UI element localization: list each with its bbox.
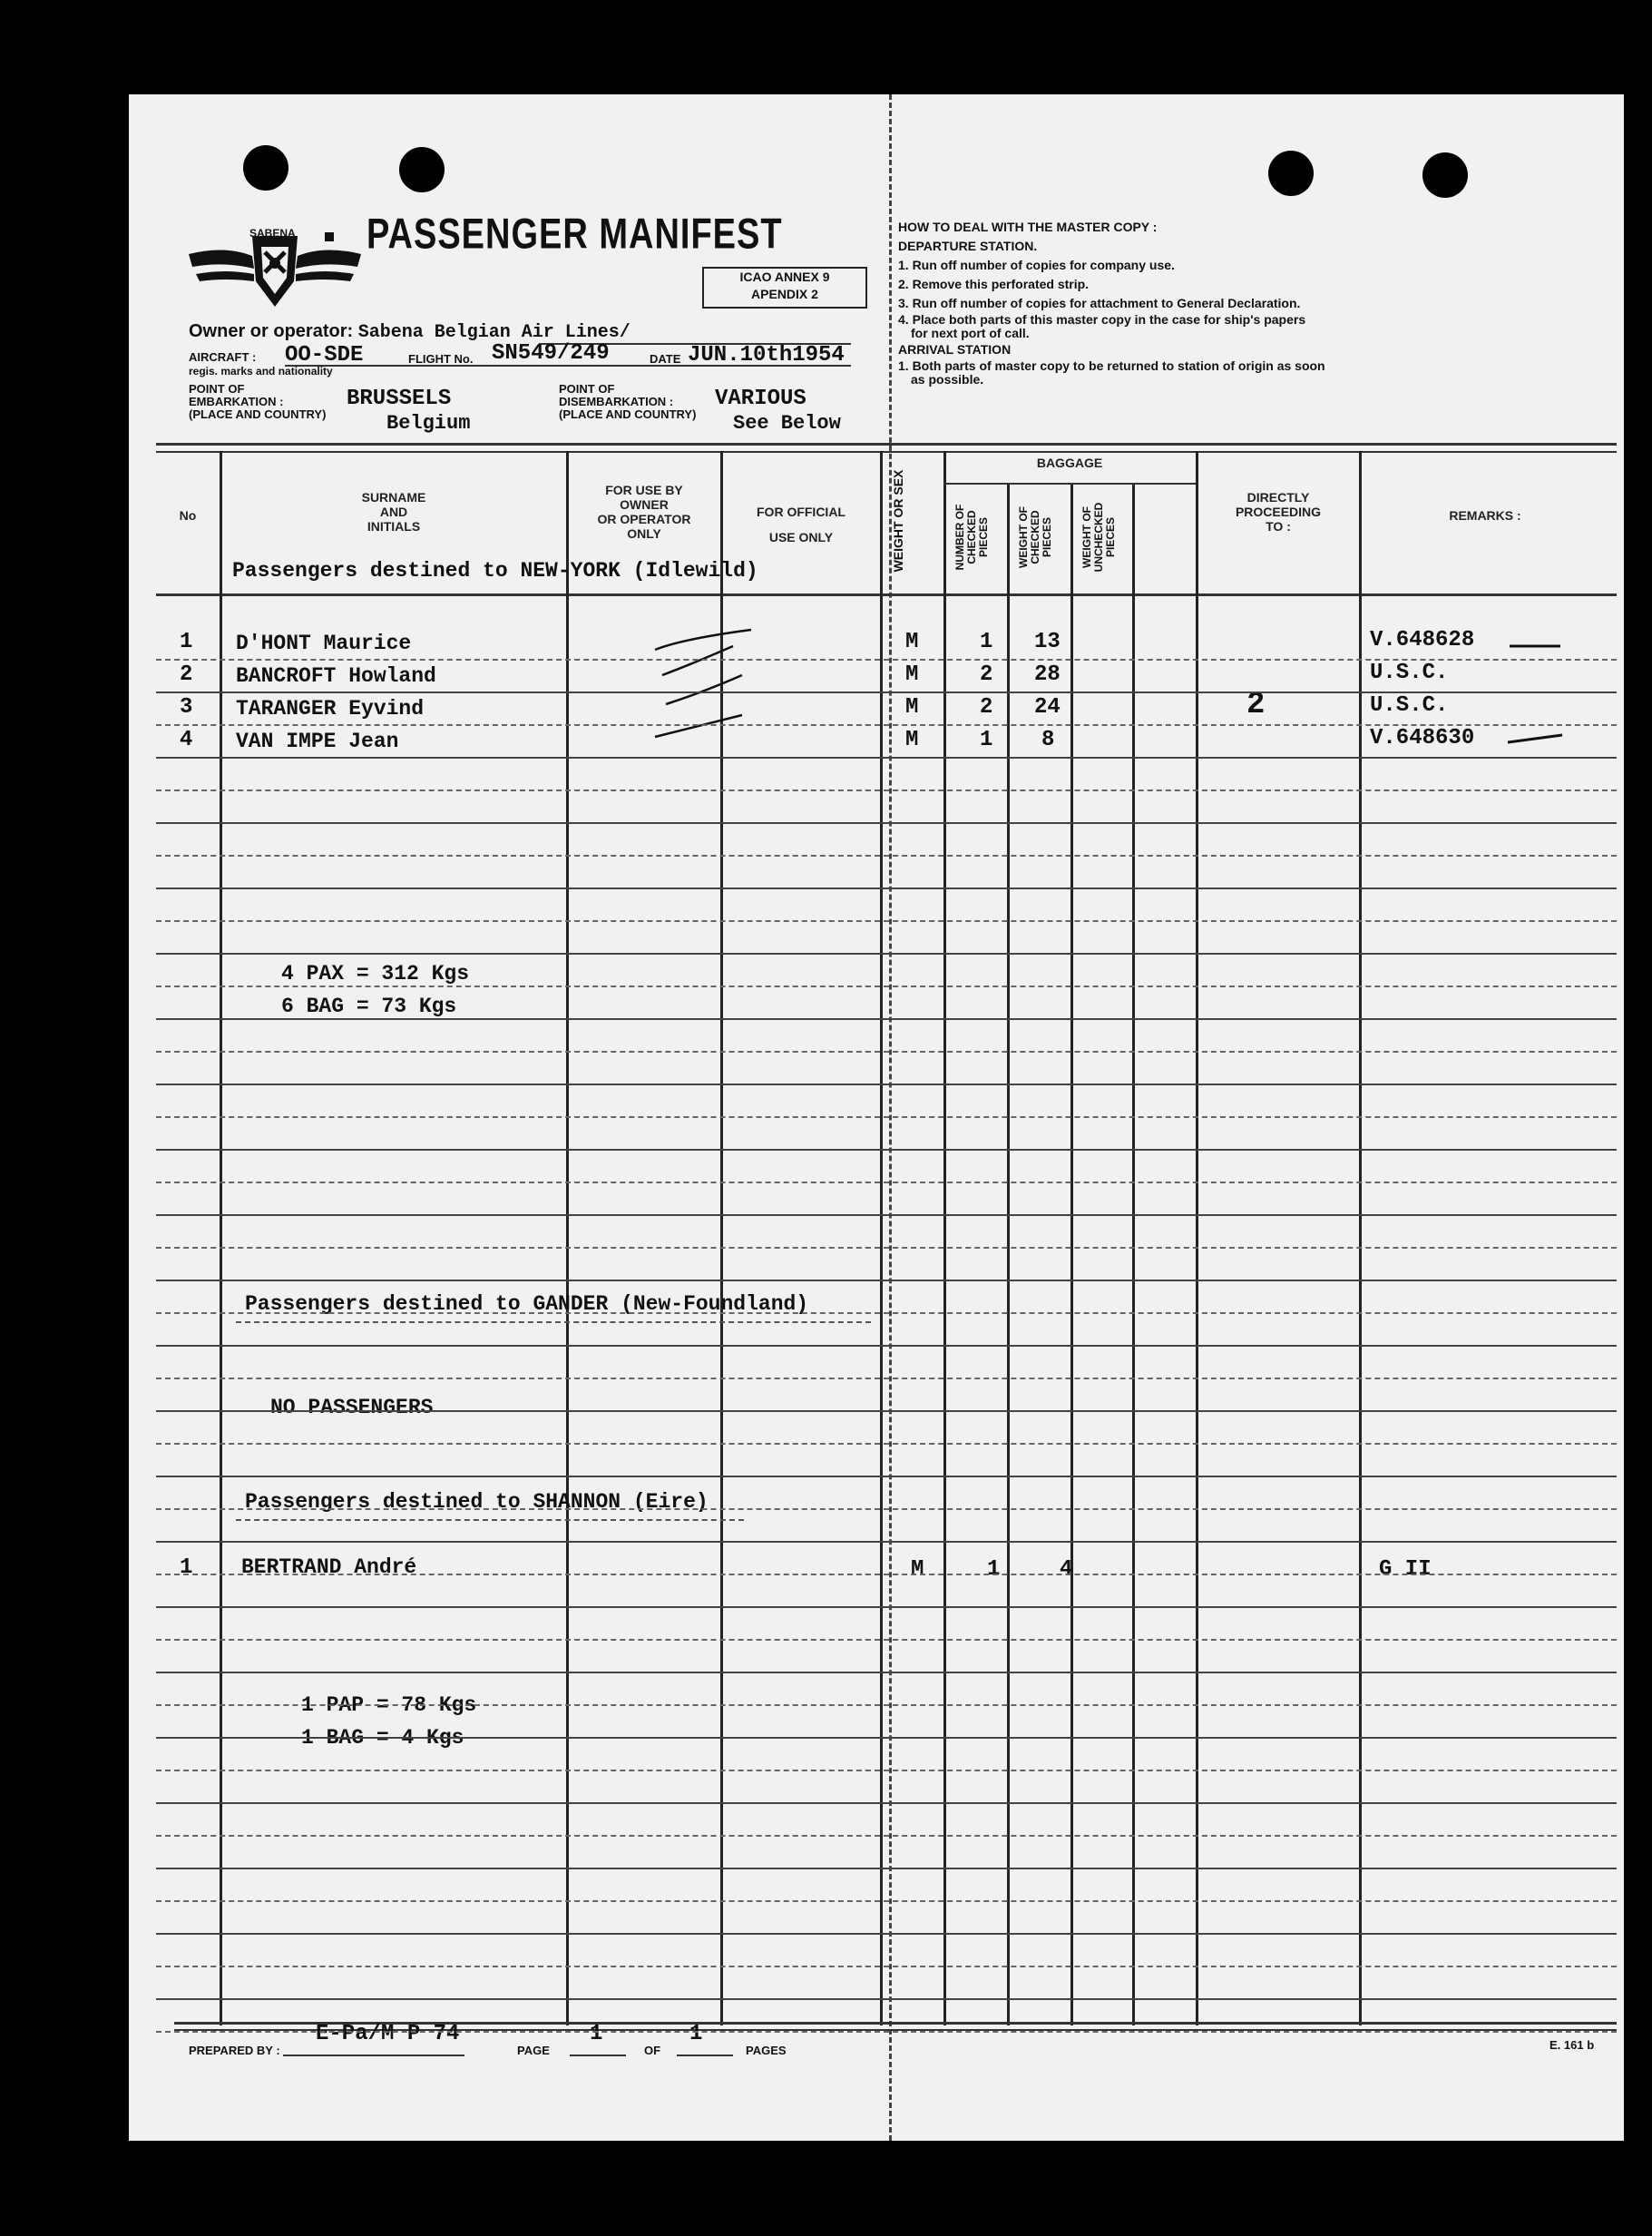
table-rule-line [156, 2031, 1617, 2033]
table-rule-line [156, 789, 1617, 791]
departure-station-label: DEPARTURE STATION. [898, 239, 1038, 253]
table-rule-line [156, 1802, 1617, 1804]
flight-label: FLIGHT No. [408, 352, 474, 366]
checked-pieces: 1 [980, 630, 993, 654]
disembarkation-city: VARIOUS [715, 387, 806, 411]
table-rule-line [156, 855, 1617, 857]
embarkation-label: POINT OF EMBARKATION : (PLACE AND COUNTRY) [189, 382, 327, 421]
of-label: OF [644, 2044, 661, 2057]
table-rule-line [156, 1606, 1617, 1608]
checked-pieces: 2 [980, 695, 993, 720]
table-rule-line [156, 1018, 1617, 1020]
col-header-no: No [179, 508, 197, 523]
page-total: 1 [689, 2022, 703, 2046]
col-header-owner-use: FOR USE BY OWNER OR OPERATOR ONLY [597, 483, 691, 541]
table-rule-line [156, 1280, 1617, 1281]
section-new-york: Passengers destined to NEW-YORK (Idlewild) [232, 559, 758, 583]
checked-weight: 13 [1034, 630, 1061, 654]
icao-line-1: ICAO ANNEX 9 [739, 270, 830, 284]
total-bag-ny: 6 BAG = 73 Kgs [281, 995, 457, 1018]
col-header-surname: SURNAME AND INITIALS [361, 490, 426, 534]
total-pax-shannon: 1 PAP = 78 Kgs [301, 1693, 477, 1717]
table-rule-line [156, 1214, 1617, 1216]
total-pax-ny: 4 PAX = 312 Kgs [281, 962, 470, 986]
section-gander: Passengers destined to GANDER (New-Foundland) [245, 1292, 809, 1316]
table-rule-line [156, 724, 1617, 726]
row-no: 1 [180, 1555, 193, 1580]
tick-marks [564, 621, 1127, 766]
checked-weight: 28 [1034, 662, 1061, 687]
col-header-weight-checked: WEIGHT OF CHECKED PIECES [1017, 506, 1053, 568]
col-header-remarks: REMARKS : [1449, 508, 1521, 523]
table-rule-line [156, 1443, 1617, 1445]
passenger-sex: M [905, 728, 919, 752]
table-rule-line [156, 1704, 1617, 1706]
table-rule-line [156, 1639, 1617, 1641]
col-header-directly-proceeding: DIRECTLY PROCEEDING TO : [1235, 490, 1322, 534]
table-rule-line [156, 1998, 1617, 2000]
remarks: V.648628 [1370, 628, 1475, 652]
date-value: JUN.10th1954 [688, 343, 845, 368]
remarks: G II [1379, 1557, 1432, 1582]
owner-row [189, 321, 630, 343]
instruction-item: for next port of call. [911, 326, 1030, 340]
table-rule-line [156, 1541, 1617, 1543]
checked-pieces: 1 [980, 728, 993, 752]
table-rule-line [156, 1900, 1617, 1902]
directly-proceeding: 2 [1246, 688, 1266, 722]
aircraft-value: OO-SDE [285, 343, 364, 368]
table-rule-line [156, 953, 1617, 955]
instructions [898, 218, 1497, 387]
checked-weight: 4 [1060, 1557, 1073, 1582]
page-title: PASSENGER MANIFEST [367, 211, 783, 259]
owner-label: Owner or operator: [189, 321, 354, 341]
instruction-item: 1. Both parts of master copy to be returned to station of origin as soon [898, 358, 1325, 373]
disembarkation-country: See Below [733, 412, 841, 435]
table-rule-line [156, 888, 1617, 889]
instructions-title: HOW TO DEAL WITH THE MASTER COPY : [898, 220, 1158, 234]
passenger-name: BANCROFT Howland [236, 664, 436, 688]
col-header-baggage: BAGGAGE [1036, 456, 1103, 470]
form-code: E. 161 b [1549, 2038, 1595, 2052]
table-rule-line [156, 1933, 1617, 1935]
instruction-item: 4. Place both parts of this master copy in the case for ship's papers [898, 312, 1306, 327]
icao-box [702, 267, 867, 309]
punch-hole [1422, 152, 1468, 198]
table-rule-line [156, 920, 1617, 922]
manifest-sheet [129, 94, 1624, 2141]
table-rule-line [156, 1835, 1617, 1837]
table-rule-line [156, 1051, 1617, 1053]
pages-label: PAGES [746, 2044, 787, 2057]
col-header-weight-sex: WEIGHT OR SEX [891, 469, 905, 573]
table-rule-line [156, 822, 1617, 824]
table-rule-line [156, 1182, 1617, 1183]
instruction-item: 2. Remove this perforated strip. [898, 277, 1090, 291]
page-number: 1 [590, 2022, 603, 2046]
sabena-logo-icon [189, 209, 361, 310]
table-rule-line [156, 757, 1617, 759]
table-rule-line [156, 1312, 1617, 1314]
checked-pieces: 2 [980, 662, 993, 687]
aircraft-label: AIRCRAFT : [189, 350, 257, 364]
passenger-sex: M [911, 1557, 924, 1582]
table-rule-line [156, 986, 1617, 987]
table-rule-line [156, 1378, 1617, 1379]
checked-pieces: 1 [987, 1557, 1001, 1582]
punch-hole [399, 147, 445, 192]
table-rule-line [156, 1966, 1617, 1967]
table-rule-line [156, 1672, 1617, 1673]
table-rule-line [156, 1116, 1617, 1118]
table-rule-line [156, 1247, 1617, 1249]
page-label: PAGE [517, 2044, 550, 2057]
flight-value: SN549/249 [492, 341, 610, 366]
disembarkation-label: POINT OF DISEMBARKATION : (PLACE AND COUNTRY) [559, 382, 697, 421]
logo-text: SABENA [249, 227, 296, 240]
passenger-name: BERTRAND André [241, 1555, 417, 1579]
table-rule-line [156, 659, 1617, 661]
remarks: V.648630 [1370, 726, 1475, 750]
passenger-sex: M [905, 662, 919, 687]
section-shannon: Passengers destined to SHANNON (Eire) [245, 1490, 709, 1514]
passenger-sex: M [905, 695, 919, 720]
row-no: 2 [180, 662, 193, 687]
regis-label: regis. marks and nationality [189, 365, 333, 378]
col-header-official-use: FOR OFFICIAL USE ONLY [757, 505, 846, 544]
table-rule-line [156, 1868, 1617, 1869]
checked-weight: 24 [1034, 695, 1061, 720]
row-no: 1 [180, 630, 193, 654]
table-rule-line [156, 1084, 1617, 1085]
row-no: 4 [180, 728, 193, 752]
col-header-weight-unchecked: WEIGHT OF UNCHECKED PIECES [1080, 502, 1117, 573]
embarkation-country: Belgium [386, 412, 471, 435]
table-rule-line [156, 1770, 1617, 1771]
table-rule-line [156, 1345, 1617, 1347]
total-bag-shannon: 1 BAG = 4 Kgs [301, 1726, 464, 1750]
table-rule-line [156, 1574, 1617, 1575]
punch-hole [243, 145, 288, 191]
table-rule-line [156, 1149, 1617, 1151]
remarks: U.S.C. [1370, 693, 1449, 718]
arrival-station-label: ARRIVAL STATION [898, 342, 1012, 357]
icao-line-2: APENDIX 2 [751, 287, 818, 301]
instruction-item: as possible. [911, 372, 984, 387]
passenger-name: TARANGER Eyvind [236, 697, 425, 721]
row-no: 3 [180, 695, 193, 720]
no-passengers-note: NO PASSENGERS [270, 1396, 434, 1419]
col-header-checked-pieces: NUMBER OF CHECKED PIECES [953, 504, 990, 571]
checked-weight: 8 [1041, 728, 1055, 752]
passenger-sex: M [905, 630, 919, 654]
prepared-by-value: E-Pa/M P 74 [316, 2022, 460, 2046]
table-rule-line [156, 691, 1617, 693]
table-rule-line [156, 1508, 1617, 1510]
table-rule-line [156, 1737, 1617, 1739]
table-rule-line [156, 1410, 1617, 1412]
prepared-by-label: PREPARED BY : [189, 2044, 280, 2057]
date-label: DATE [650, 352, 681, 366]
instruction-item: 1. Run off number of copies for company use. [898, 258, 1175, 272]
table-rule-line [156, 1476, 1617, 1477]
instruction-item: 3. Run off number of copies for attachment to General Declaration. [898, 296, 1301, 310]
passenger-name: D'HONT Maurice [236, 632, 412, 655]
punch-hole [1268, 151, 1314, 196]
remarks: U.S.C. [1370, 661, 1449, 685]
owner-value: Sabena Belgian Air Lines/ [357, 322, 630, 343]
passenger-name: VAN IMPE Jean [236, 730, 399, 753]
embarkation-city: BRUSSELS [347, 387, 452, 411]
